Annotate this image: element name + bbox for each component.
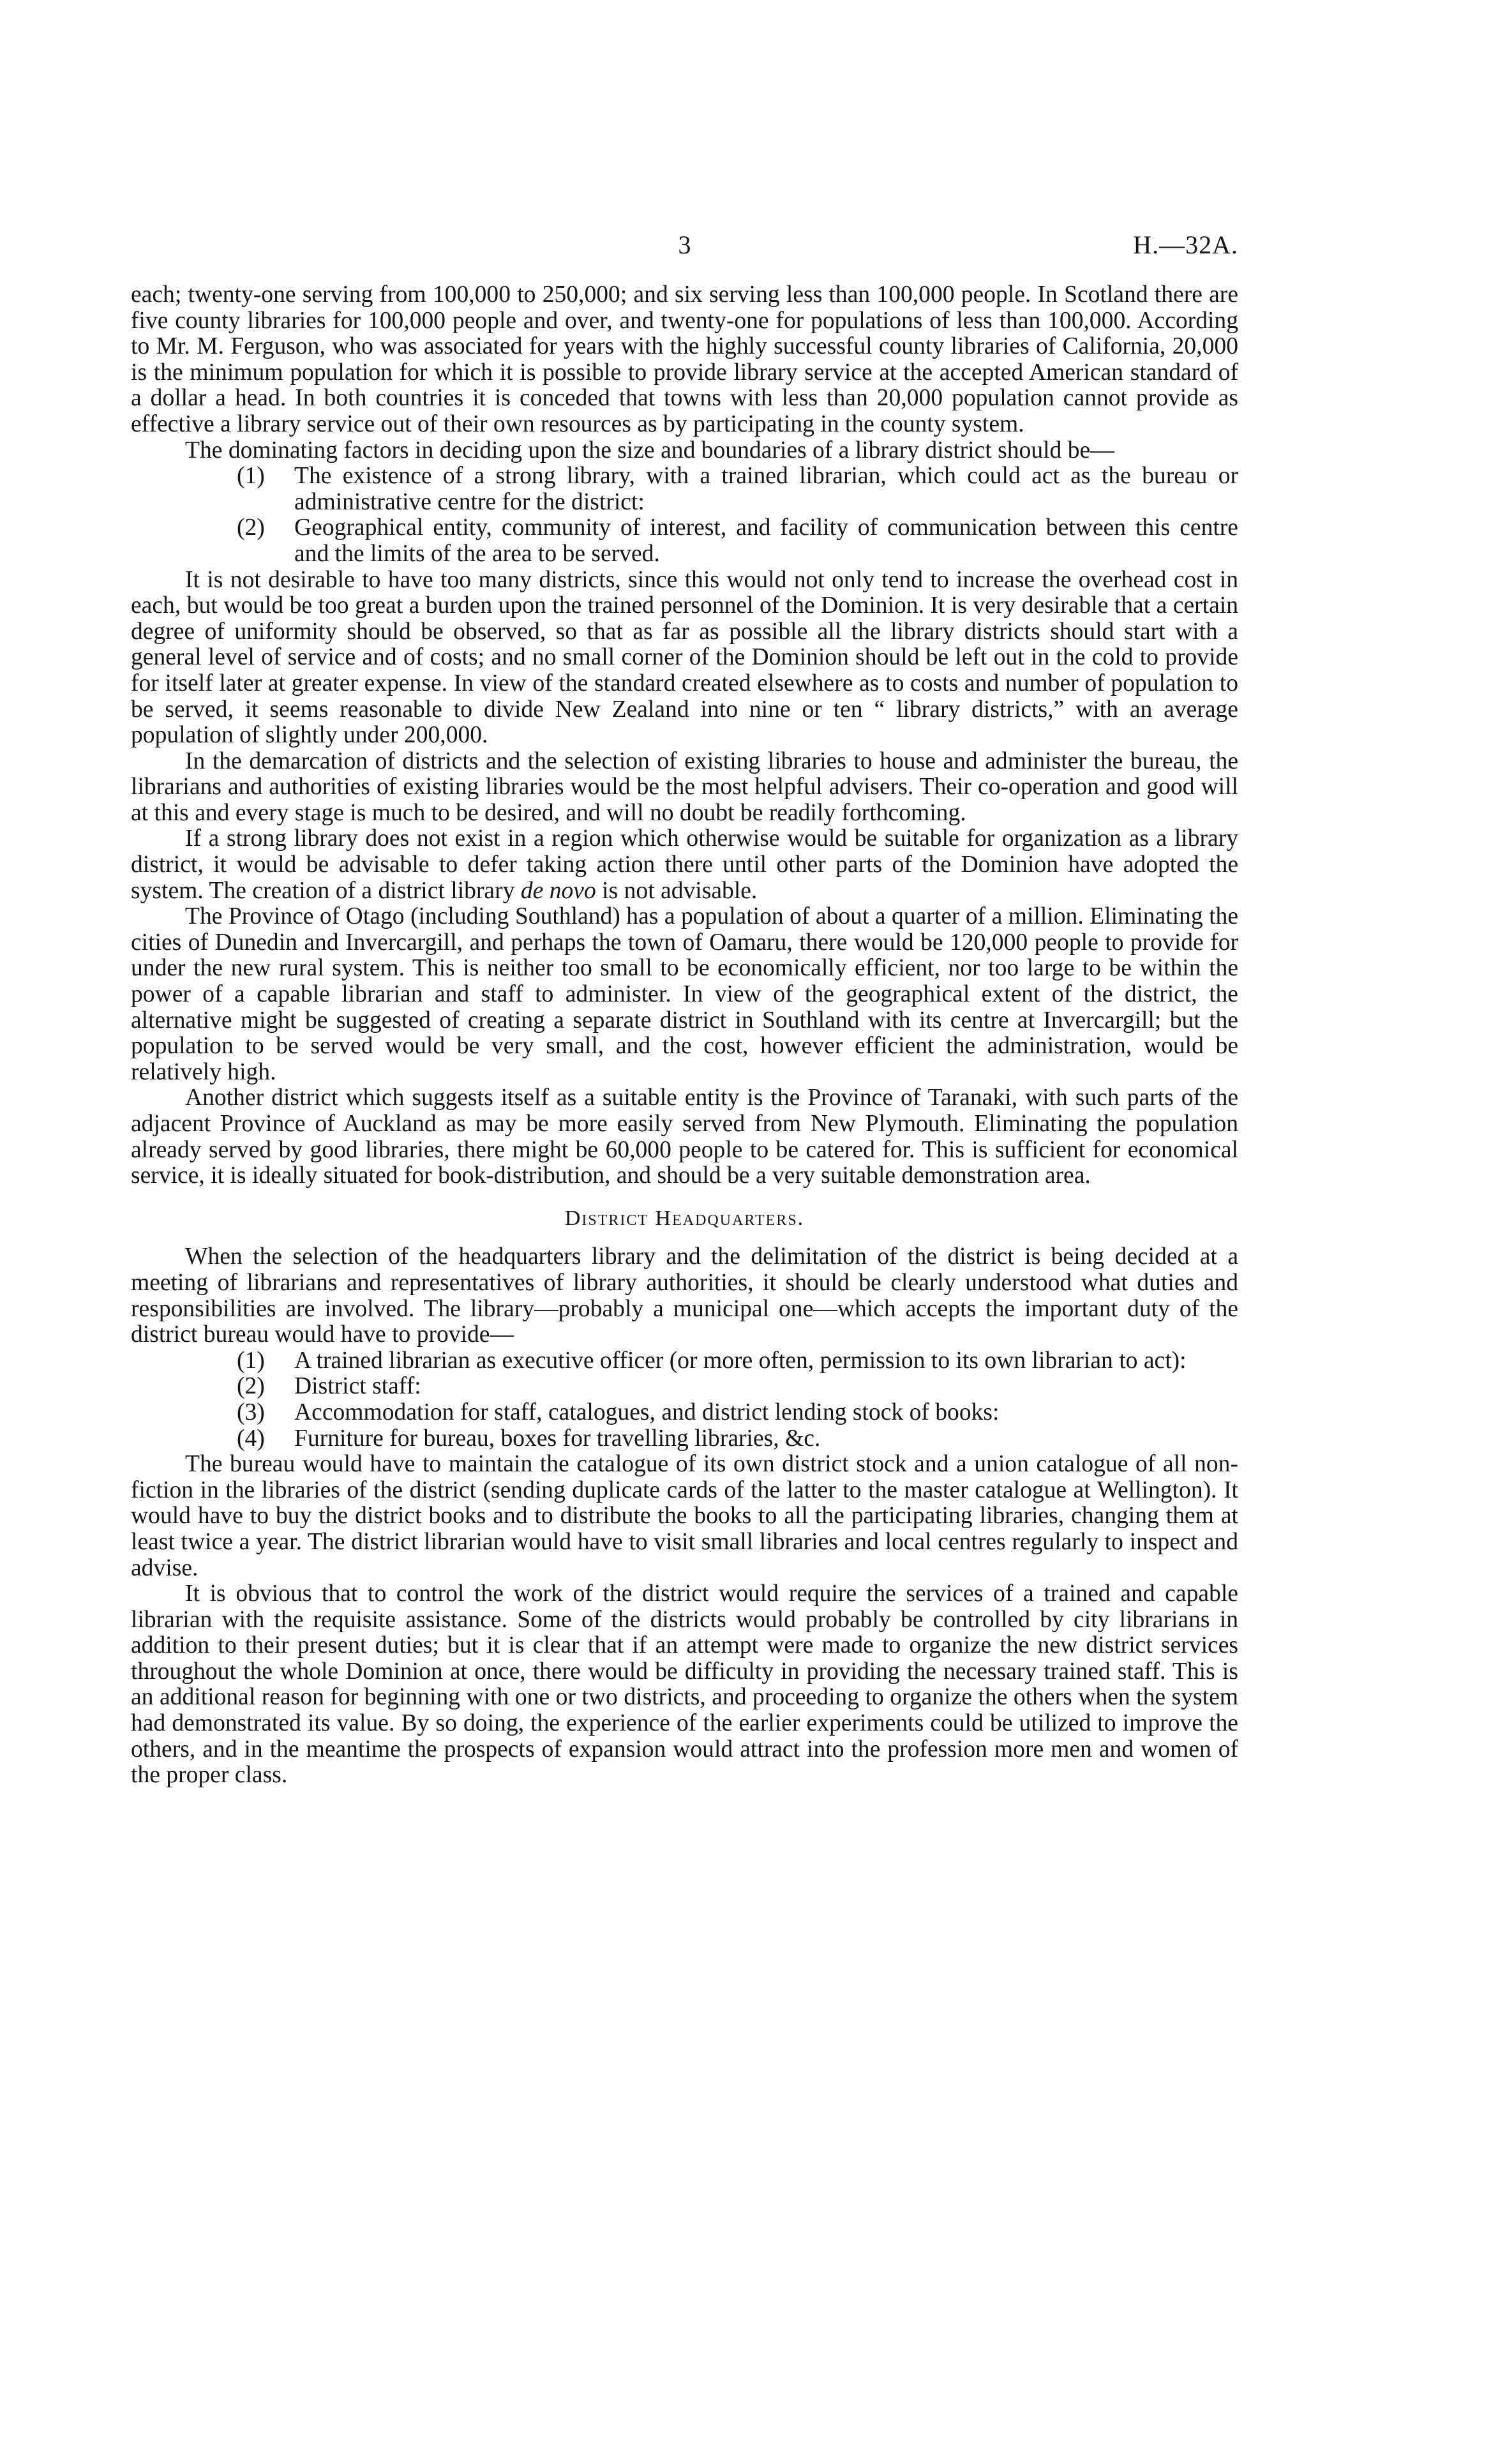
factors-list <box>237 463 1238 567</box>
list-item-text: Accommodation for staff, catalogues, and district lending stock of books: <box>294 1399 1000 1425</box>
paragraph-taranaki: Another district which suggests itself as a suitable entity is the Province of Taranaki, with such parts of the adjacent Province of Auckland as may be more easily served from New Plymouth. Eliminating the population already served by good libraries, there might be 60,000 people to be catered for. This is sufficient for economical service, it is ideally situated for book-distribution, and should be a very suitable demonstration area. <box>131 1085 1238 1189</box>
list-item-text: Geographical entity, community of interest, and facility of communication between this centre and the limits of the area to be served. <box>294 515 1238 567</box>
list-item-text: A trained librarian as executive officer (or more often, permission to its own librarian to act): <box>294 1347 1187 1374</box>
paragraph-bureau-duties: The bureau would have to maintain the catalogue of its own district stock and a union catalogue of all non-fiction in the libraries of the district (sending duplicate cards of the latter to the master catalogue at Wellington). It would have to buy the district books and to distribute the books to all the participating libraries, changing them at least twice a year. The district librarian would have to visit small libraries and local centres regularly to inspect and advise. <box>131 1451 1238 1581</box>
paragraph-otago: The Province of Otago (including Southland) has a population of about a quarter of a million. Eliminating the cities of Dunedin and Invercargill, and perhaps the town of Oamaru, there would be 120,000 people to provide for under the new rural system. This is neither too small to be economically efficient, nor too large to be within the power of a capable librarian and staff to administer. In view of the geographical extent of the district, the alternative might be suggested of creating a separate district in Southland with its centre at Invercargill; but the population to be served would be very small, and the cost, however efficient the administration, would be relatively high. <box>131 903 1238 1085</box>
page-header <box>131 230 1238 268</box>
section-heading-text: District Headquarters. <box>564 1206 805 1230</box>
list-item-text: The existence of a strong library, with a trained librarian, which could act as the bureau or administrative centre for the district: <box>294 463 1238 515</box>
page-number: 3 <box>678 230 691 259</box>
list-item-number: (2) <box>237 515 265 541</box>
list-item-text: Furniture for bureau, boxes for travelling libraries, &c. <box>294 1425 821 1452</box>
paragraph-headquarters: When the selection of the headquarters library and the delimitation of the district is being decided at a meeting of librarians and representatives of library authorities, it should be clearly understood what duties and responsibilities are involved. The library—probably a municipal one—which accepts the important duty of the district bureau would have to provide— <box>131 1243 1238 1348</box>
list-item-text: District staff: <box>294 1373 421 1400</box>
list-item-number: (3) <box>237 1399 265 1425</box>
paragraph-continuation: each; twenty-one serving from 100,000 to 250,000; and six serving less than 100,000 people. In Scotland there are five county libraries for 100,000 people and over, and twenty-one for populations of less than 100,000. According to Mr. M. Ferguson, who was associated for years with the highly successful county libraries of California, 20,000 is the minimum population for which it is possible to provide library service at the accepted American standard of a dollar a head. In both countries it is conceded that towns with less than 20,000 population cannot provide as effective a library service out of their own resources as by participating in the county system. <box>131 282 1238 437</box>
list-item <box>237 1426 1238 1452</box>
paragraph-strong-library <box>131 826 1238 904</box>
document-reference: H.—32A. <box>1133 230 1238 259</box>
paragraph-demarcation: In the demarcation of districts and the selection of existing libraries to house and administer the bureau, the librarians and authorities of existing libraries would be the most helpful advisers. Their co-operation and good will at this and every stage is much to be desired, and will no doubt be readily forthcoming. <box>131 747 1238 826</box>
list-item <box>237 1348 1238 1374</box>
list-item-number: (1) <box>237 1347 265 1374</box>
paragraph-text: If a strong library does not exist in a region which otherwise would be suitable for organization as a library district, it would be advisable to defer taking action there until other parts of the Dominion have adopted the system. The creation of a district library <box>131 825 1238 904</box>
provide-list <box>237 1348 1238 1452</box>
list-item <box>237 515 1238 567</box>
list-item-number: (2) <box>237 1373 265 1400</box>
paragraph-text: is not advisable. <box>602 877 758 904</box>
paragraph-dominating-factors: The dominating factors in deciding upon the size and boundaries of a library district should be— <box>185 437 1114 463</box>
list-item-number: (1) <box>237 463 265 490</box>
document-body <box>131 282 1238 1789</box>
list-item-number: (4) <box>237 1425 265 1452</box>
italic-phrase: de novo <box>520 877 596 904</box>
list-item <box>237 1374 1238 1400</box>
section-heading <box>131 1206 1238 1232</box>
list-item <box>237 463 1238 515</box>
list-item <box>237 1400 1238 1426</box>
paragraph-control: It is obvious that to control the work of the district would require the services of a trained and capable librarian with the requisite assistance. Some of the districts would probably be controlled by city librarians in addition to their present duties; but it is clear that if an attempt were made to organize the new district services throughout the whole Dominion at once, there would be difficulty in providing the necessary trained staff. This is an additional reason for beginning with one or two districts, and proceeding to organize the others when the system had demonstrated its value. By so doing, the experience of the earlier experiments could be utilized to improve the others, and in the meantime the prospects of expansion would attract into the profession more men and women of the proper class. <box>131 1581 1238 1789</box>
paragraph-districts: It is not desirable to have too many districts, since this would not only tend to increase the overhead cost in each, but would be too great a burden upon the trained personnel of the Dominion. It is very desirable that a certain degree of uniformity should be observed, so that as far as possible all the library districts should start with a general level of service and of costs; and no small corner of the Dominion should be left out in the cold to provide for itself later at greater expense. In view of the standard created elsewhere as to costs and number of population to be served, it seems reasonable to divide New Zealand into nine or ten “ library districts,” with an average population of slightly under 200,000. <box>131 566 1238 749</box>
